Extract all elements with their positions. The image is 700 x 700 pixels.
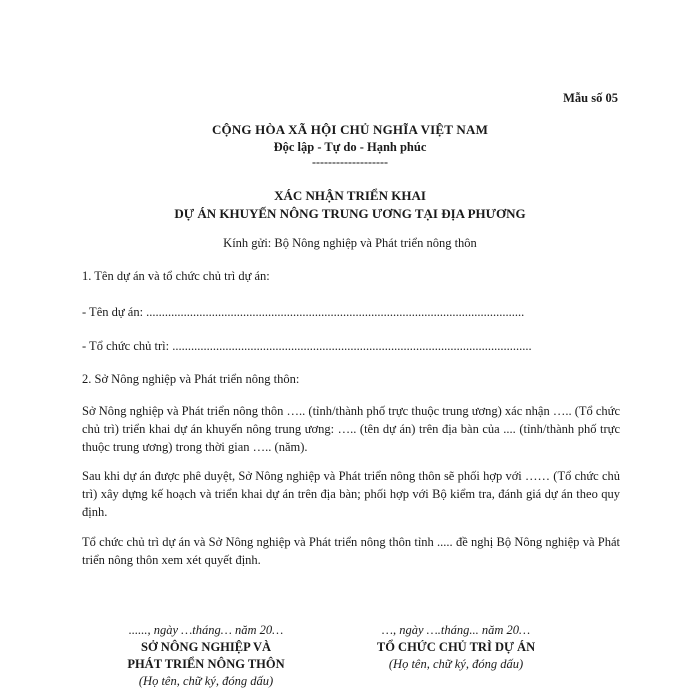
header-divider: ------------------- [312,155,388,169]
department-role-line1: SỞ NÔNG NGHIỆP VÀ [141,640,271,654]
nation-heading: CỘNG HÒA XÃ HỘI CHỦ NGHĨA VIỆT NAM [211,122,489,137]
host-role-line1: TỔ CHỨC CHỦ TRÌ DỰ ÁN [376,640,536,654]
host-signature-block [336,622,576,673]
section2-heading: 2. Sở Nông nghiệp và Phát triển nông thôn: [82,372,300,386]
proposal-paragraph: Tổ chức chủ trì dự án và Sở Nông nghiệp và Phát triển nông thôn tỉnh ..... đề nghị Bộ Nông nghiệp và Phát triển nông thôn xem xét quyết định. [82,535,620,567]
recipient-line: Kính gửi: Bộ Nông nghiệp và Phát triển nông thôn [223,236,477,250]
host-sign-note: (Họ tên, chữ ký, đóng dấu) [388,657,524,671]
department-sign-note: (Họ tên, chữ ký, đóng dấu) [138,674,274,688]
department-signature-block [86,622,326,690]
document-title-line2: DỰ ÁN KHUYẾN NÔNG TRUNG ƯƠNG TẠI ĐỊA PHƯƠNG [174,206,526,221]
confirmation-paragraph: Sở Nông nghiệp và Phát triển nông thôn ….. (tỉnh/thành phố trực thuộc trung ương) xác nhận ….. (Tổ chức chủ trì) triển khai dự án khuyến nông trung ương: ….. (tên dự án) trên địa bàn của .... (tỉnh/thành phố trực thuộc trung ương) trong thời gian ….. (năm). [82,404,620,454]
department-role-line2: PHÁT TRIỂN NÔNG THÔN [127,657,285,671]
host-organization-field: - Tổ chức chủ trì: ................................................................................................................... [82,339,532,353]
department-sign-date: ......, ngày …tháng… năm 20… [128,623,284,637]
national-motto: Độc lập - Tự do - Hạnh phúc [273,140,427,154]
section1-heading: 1. Tên dự án và tổ chức chủ trì dự án: [82,269,270,283]
document-title-line1: XÁC NHẬN TRIỂN KHAI [274,188,426,203]
project-name-field: - Tên dự án: ......................................................................................................................... [82,305,525,319]
coordination-paragraph: Sau khi dự án được phê duyệt, Sở Nông nghiệp và Phát triển nông thôn sẽ phối hợp với …… (Tổ chức chủ trì) xây dựng kế hoạch và triển khai dự án trên địa bàn; phối hợp với Bộ kiểm tra, đánh giá dự án theo quy định. [82,469,620,519]
form-number: Mẫu số 05 [563,91,618,105]
host-sign-date: …, ngày ….tháng... năm 20… [381,623,531,637]
